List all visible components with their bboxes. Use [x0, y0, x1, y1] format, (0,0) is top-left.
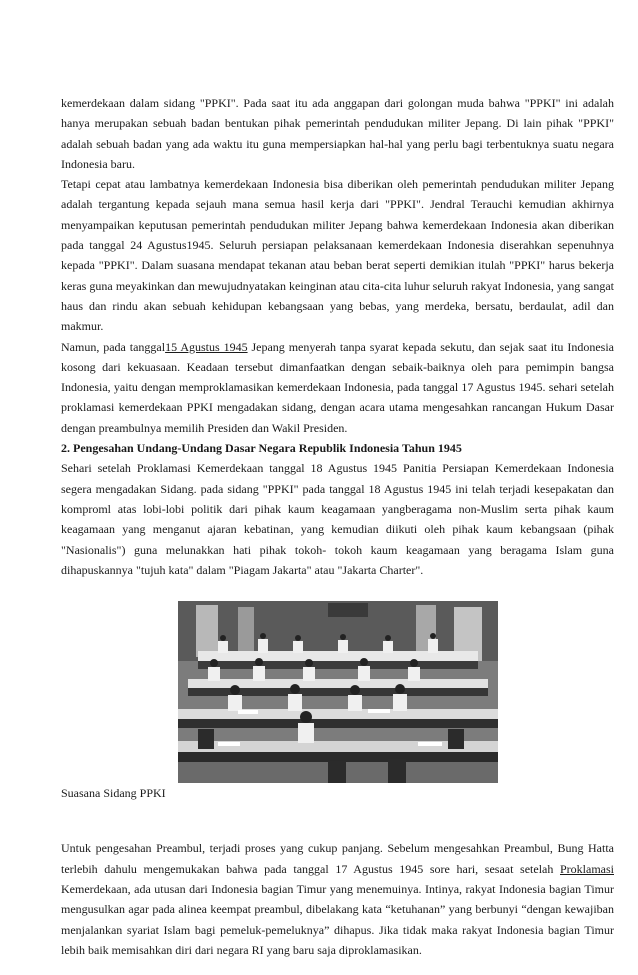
- paragraph-japan-surrender: [61, 337, 614, 438]
- paragraph-terauchi-decision: Tetapi cepat atau lambatnya kemerdekaan Indonesia bisa diberikan oleh pemerintah pendudukan militer Jepang adalah tergantung kepada sejauh mana semua hasil kerja dari "PPKI". Jendral Terauchi kemudian akhirnya menyampaikan keputusan pemerintah pendudukan militer Jepang bahwa kemerdekaan Indonesia akan diberikan pada tanggal 24 Agustus1945. Seluruh persiapan pelaksanaan kemerdekaan Indonesia diserahkan sepenuhnya kepada "PPKI". Dalam suasana mendapat tekanan atau beban berat seperti demikian itulah "PPKI" harus bekerja keras guna meyakinkan dan mewujudnyatakan keinginan atau cita-cita luhur seluruh rakyat Indonesia, yang sangat haus dan rindu akan sebuah kehidupan kebangsaan yang bebas, yang merdeka, bersatu, berdaulat, adil dan makmur.: [61, 177, 614, 334]
- surrender-text-before: Namun, pada tanggal: [61, 339, 166, 354]
- date-link-15-agustus-1945[interactable]: 15 Agustus 1945: [165, 339, 248, 354]
- spacer: [61, 803, 614, 838]
- section-heading: 2. Pengesahan Undang-Undang Dasar Negara Republik Indonesia Tahun 1945: [61, 441, 462, 456]
- surrender-text-after: Jepang menyerah tanpa syarat kepada sekutu, dan sejak saat itu Indonesia kosong dari kekuasaan. Keadaan tersebut dimanfaatkan dengan sebaik-baiknya oleh para pemimpin bangsa Indonesia, yaitu dengan memproklamasikan kemerdekaan Indonesia, pada tanggal 17 Agustus 1945. sehari setelah proklamasi kemerdekaan PPKI mengadakan sidang, dengan acara utama mengesahkan rancangan Hukum Dasar dengan preambulnya memilih Presiden dan Wakil Presiden.: [61, 339, 614, 435]
- paragraph-sidang-18-agustus: Sehari setelah Proklamasi Kemerdekaan tanggal 18 Agustus 1945 Panitia Persiapan Kemerdekaan Indonesia segera mengadakan Sidang. pada sidang "PPKI" pada tanggal 18 Agustus 1945 ini telah terjadi kesepakatan dan komproml atas lobi-lobi politik dari pihak kaum keagamaan yangberagama non-Muslim serta pihak kaum keagamaan yang menganut ajaran kebatinan, yang kemudian diikuti oleh pihak kaum kebangsaan (pihak "Nasionalis") guna melunakkan hati pihak tokoh- tokoh kaum keagamaan yang beragama Islam guna dihapuskannya "tujuh kata" dalam "Piagam Jakarta" atau "Jakarta Charter".: [61, 461, 614, 577]
- preambul-text-before: Untuk pengesahan Preambul, terjadi proses yang cukup panjang. Sebelum mengesahkan Preambul, Bung Hatta terlebih dahulu mengemukakan bahwa pada tanggal 17 Agustus 1945 sore hari, sesaat setelah: [61, 841, 614, 876]
- preambul-text-after: Kemerdekaan, ada utusan dari Indonesia bagian Timur yang menemuinya. Intinya, rakyat Indonesia bagian Timur mengusulkan agar pada alinea keempat preambul, dibelakang kata “ketuhanan” yang berbunyi “dengan kewajiban menjalankan syariat Islam bagi pemeluk-pemeluknya” dihapus. Jika tidak maka rakyat Indonesia bagian Timur lebih baik memisahkan diri dari negara RI yang baru saja diproklamasikan.: [61, 882, 614, 957]
- sidang-ppki-photo: [178, 601, 498, 783]
- paragraph-preambul-process: [61, 838, 614, 960]
- proklamasi-link[interactable]: Proklamasi: [560, 861, 614, 876]
- photo-caption: Suasana Sidang PPKI: [61, 786, 166, 801]
- paragraph-ppki-background: kemerdekaan dalam sidang "PPKI". Pada saat itu ada anggapan dari golongan muda bahwa "PPKI" ini adalah hanya merupakan sebuah badan bentukan pihak pemerintah pendudukan militer Jepang. Di lain pihak "PPKI" adalah sebuah badan yang ada waktu itu guna mempersiapkan hal-hal yang perlu bagi terbentuknya suatu negara Indonesia baru.: [61, 96, 614, 171]
- document-page: [61, 93, 614, 960]
